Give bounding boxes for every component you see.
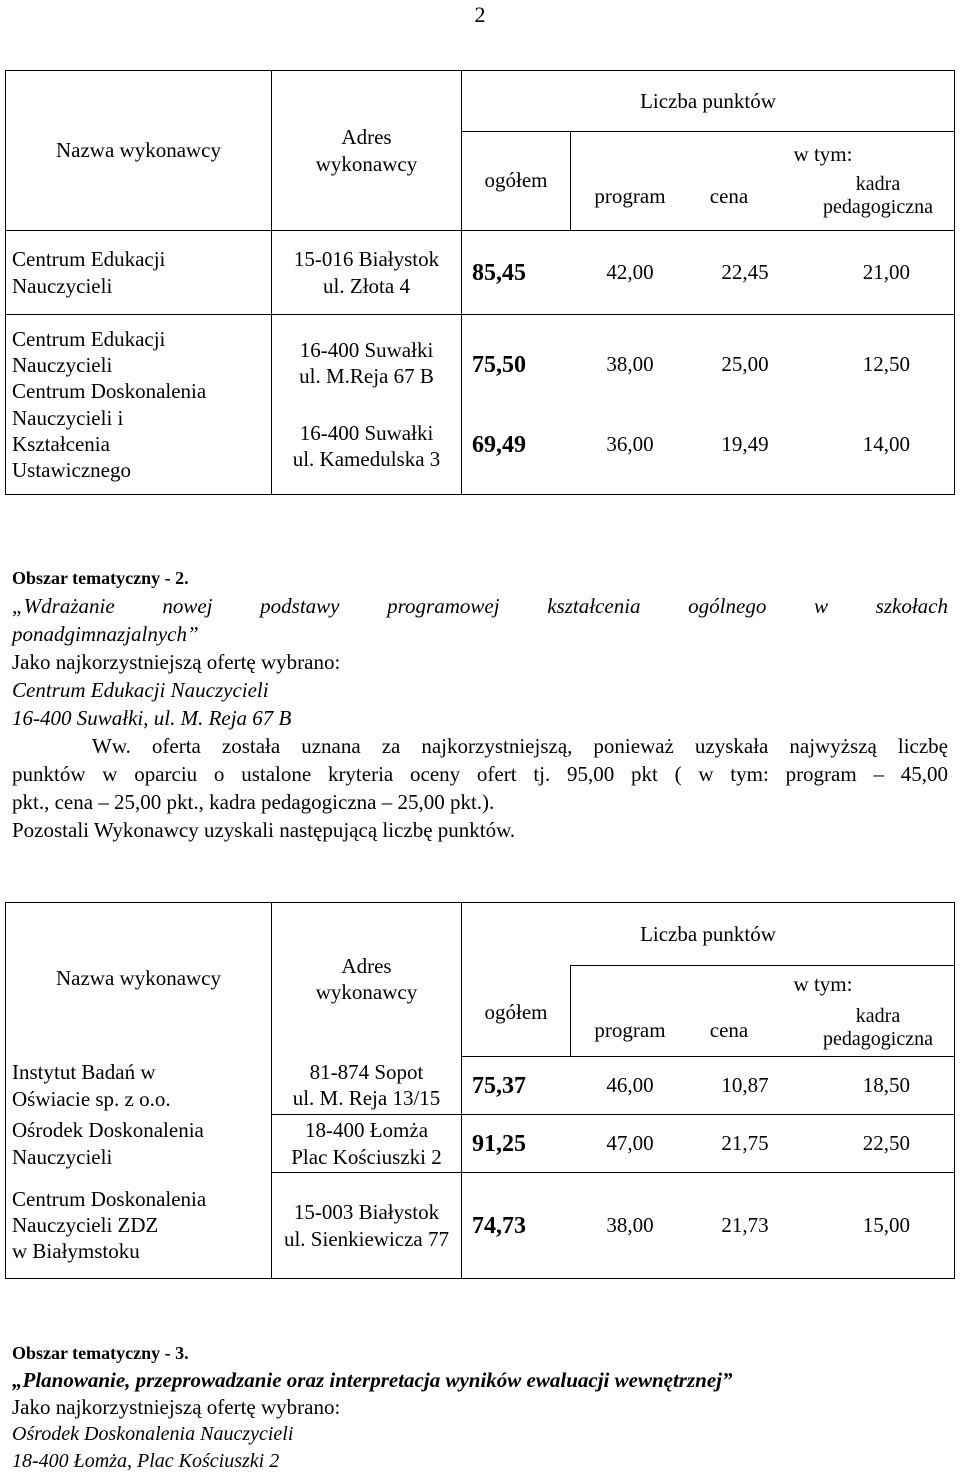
header-points — [462, 71, 955, 231]
section-title-line-1: „Wdrażanie nowej podstawy programowej kształcenia ogólnego w szkołach — [12, 594, 948, 618]
row-address: 15-016 Białystok ul. Złota 4 — [272, 231, 462, 315]
section-2 — [12, 564, 948, 844]
score-staff: 14,00 — [862, 432, 910, 457]
row-name: Centrum Doskonalenia Nauczycieli ZDZ w Białymstoku — [6, 1173, 272, 1279]
score-program: 36,00 — [606, 432, 654, 457]
header-price: cena — [709, 1018, 749, 1042]
chosen-label: Jako najkorzystniejszą ofertę wybrano: — [12, 650, 341, 674]
header-name: Nazwa wykonawcy — [6, 71, 272, 231]
score-staff: 21,00 — [862, 260, 910, 285]
score-staff: 18,50 — [862, 1073, 910, 1098]
row-address: 15-003 Białystok ul. Sienkiewicza 77 — [272, 1173, 462, 1279]
section-title-line-2: ponadgimnazjalnych” — [12, 622, 199, 646]
chosen-name: Centrum Edukacji Nauczycieli — [12, 678, 269, 702]
row-name: Instytut Badań w Oświacie sp. z o.o. — [6, 1057, 272, 1115]
row-scores — [462, 1115, 955, 1173]
score-price: 25,00 — [721, 352, 769, 377]
header-points — [462, 903, 955, 1057]
chosen-address: 18-400 Łomża, Plac Kościuszki 2 — [12, 1450, 280, 1472]
table-row — [6, 315, 955, 495]
score-price: 21,73 — [721, 1213, 769, 1238]
score-staff: 22,50 — [862, 1131, 910, 1156]
header-staff: kadra pedagogiczna — [823, 173, 933, 218]
row-address: 18-400 Łomża Plac Kościuszki 2 — [272, 1115, 462, 1173]
header-points-title: Liczba punktów — [462, 71, 954, 132]
header-including: w tym: — [793, 972, 853, 996]
header-points-title: Liczba punktów — [640, 921, 776, 946]
score-program: 46,00 — [606, 1073, 654, 1098]
row-scores — [462, 1057, 955, 1115]
header-staff: kadra pedagogiczna — [823, 1005, 933, 1050]
section-3 — [12, 1340, 948, 1475]
table-row — [6, 231, 955, 315]
header-total: ogółem — [484, 168, 548, 193]
justification-line-2: punktów w oparciu o ustalone kryteria oceny ofert tj. 95,00 pkt ( w tym: program – 45,00 — [12, 762, 948, 786]
row-name: Ośrodek Doskonalenia Nauczycieli — [6, 1115, 272, 1173]
row-address: 81-874 Sopot ul. M. Reja 13/15 — [272, 1057, 462, 1115]
chosen-address: 16-400 Suwałki, ul. M. Reja 67 B — [12, 706, 292, 730]
others-label: Pozostali Wykonawcy uzyskali następującą liczbę punktów. — [12, 818, 516, 842]
row-scores — [462, 315, 955, 495]
score-program: 38,00 — [606, 352, 654, 377]
score-price: 22,45 — [721, 260, 769, 285]
header-address: Adres wykonawcy — [272, 903, 462, 1057]
table-row — [6, 1173, 955, 1279]
page-number: 2 — [474, 2, 486, 27]
score-staff: 15,00 — [862, 1213, 910, 1238]
header-address: Adres wykonawcy — [272, 71, 462, 231]
section-heading: Obszar tematyczny - 2. — [12, 568, 189, 588]
score-total: 91,25 — [472, 1130, 526, 1157]
header-price: cena — [709, 184, 749, 208]
score-total: 75,50 — [472, 351, 526, 378]
justification-line-3: pkt., cena – 25,00 pkt., kadra pedagogiczna – 25,00 pkt.). — [12, 790, 495, 814]
header-name: Nazwa wykonawcy — [6, 903, 272, 1057]
score-staff: 12,50 — [862, 352, 910, 377]
justification-line-1: Ww. oferta została uznana za najkorzystniejszą, ponieważ uzyskała najwyższą liczbę — [92, 734, 948, 758]
score-program: 42,00 — [606, 260, 654, 285]
row-name: Centrum Edukacji Nauczycieli — [6, 231, 272, 315]
chosen-name: Ośrodek Doskonalenia Nauczycieli — [12, 1423, 294, 1445]
header-program: program — [594, 184, 666, 208]
score-price: 21,75 — [721, 1131, 769, 1156]
results-table-area-1 — [5, 70, 955, 495]
score-total: 69,49 — [472, 431, 526, 458]
score-program: 47,00 — [606, 1131, 654, 1156]
row-scores — [462, 1173, 955, 1279]
table-row — [6, 1115, 955, 1173]
section-heading: Obszar tematyczny - 3. — [12, 1343, 189, 1363]
header-program: program — [594, 1018, 666, 1042]
header-including: w tym: — [793, 142, 853, 166]
score-price: 19,49 — [721, 432, 769, 457]
score-total: 75,37 — [472, 1072, 526, 1099]
results-table-area-2 — [5, 902, 955, 1279]
section-title: „Planowanie, przeprowadzanie oraz interpretacja wyników ewaluacji wewnętrznej” — [12, 1368, 733, 1392]
row-scores — [462, 231, 955, 315]
header-total: ogółem — [484, 1000, 548, 1024]
score-price: 10,87 — [721, 1073, 769, 1098]
row-name: Centrum Edukacji Nauczycieli Centrum Doskonalenia Nauczycieli i Kształcenia Ustawicznego — [6, 315, 272, 495]
score-total: 85,45 — [472, 259, 526, 286]
score-total: 74,73 — [472, 1212, 526, 1239]
table-row — [6, 1057, 955, 1115]
score-program: 38,00 — [606, 1213, 654, 1238]
row-address: 16-400 Suwałki ul. M.Reja 67 B 16-400 Suwałki ul. Kamedulska 3 — [272, 315, 462, 495]
chosen-label: Jako najkorzystniejszą ofertę wybrano: — [12, 1395, 341, 1419]
